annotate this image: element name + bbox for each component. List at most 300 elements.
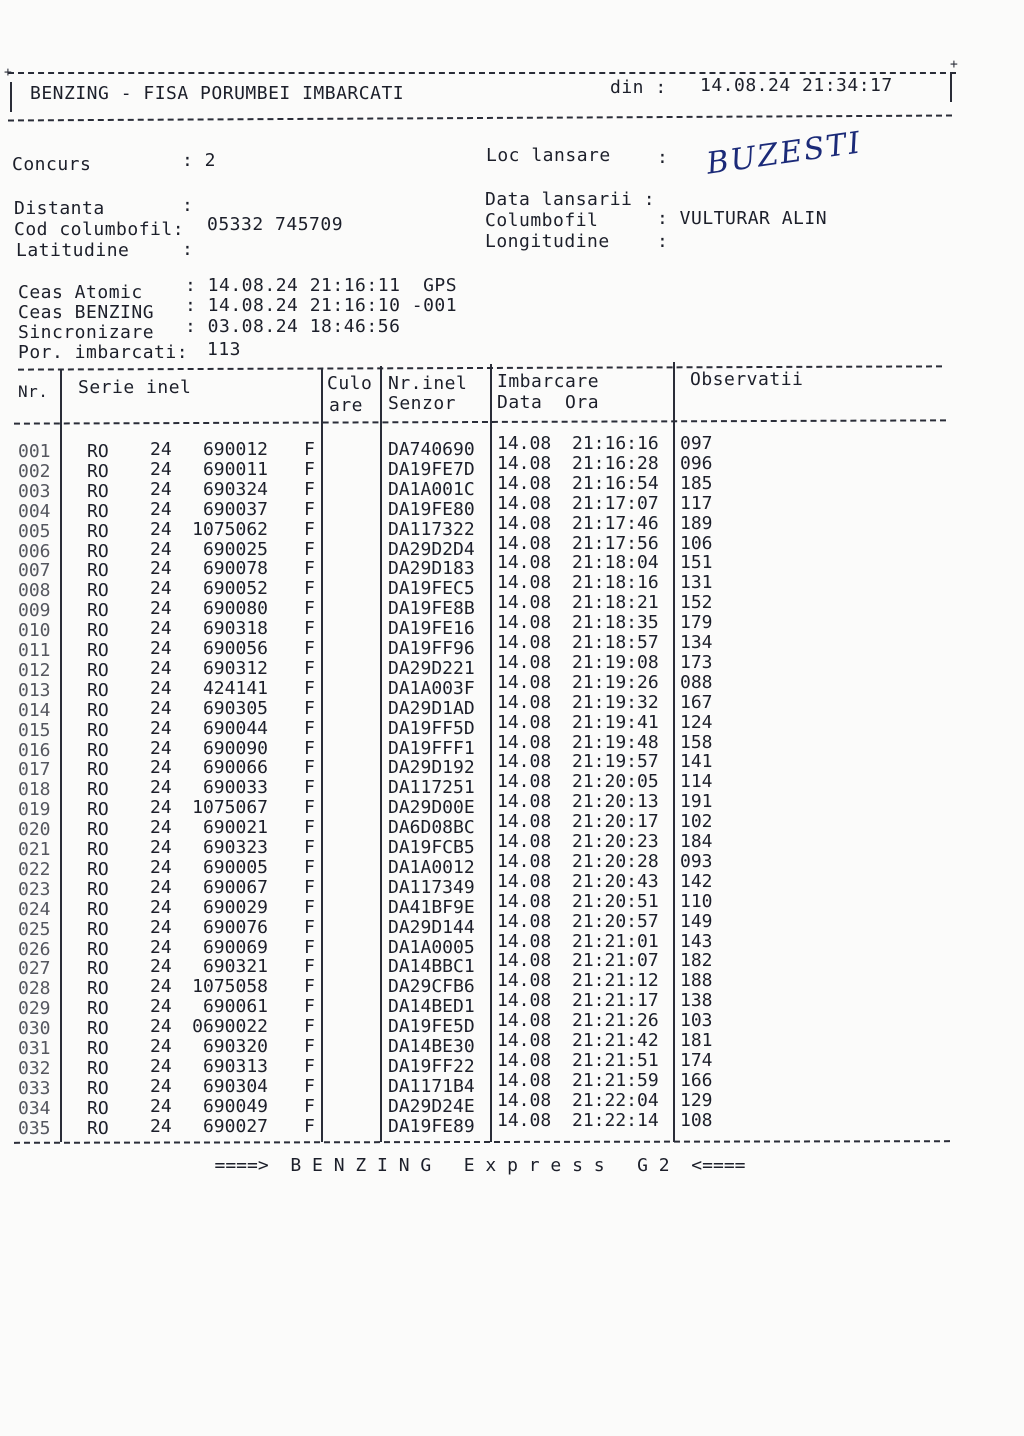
- cell-sex: F: [304, 518, 315, 540]
- cell-inel: 690078: [202, 558, 268, 580]
- cell-ora: 21:22:04: [572, 1089, 659, 1111]
- cell-ora: 21:18:16: [572, 572, 659, 594]
- din-datetime: 14.08.24 21:34:17: [700, 75, 893, 96]
- cell-nr: 017: [18, 759, 51, 781]
- cell-observatii: 138: [680, 990, 713, 1012]
- cell-senzor: DA29D183: [388, 558, 475, 580]
- cell-sex: F: [304, 717, 315, 739]
- cell-an: 24: [150, 518, 172, 540]
- cell-tara: RO: [87, 1117, 109, 1139]
- distanta-colon: :: [182, 195, 194, 216]
- cell-sex: F: [304, 916, 315, 938]
- cell-an: 24: [150, 498, 172, 520]
- cell-sex: F: [304, 1115, 315, 1137]
- cell-senzor: DA19FF22: [388, 1055, 475, 1077]
- cell-senzor: DA29D144: [388, 916, 475, 938]
- cell-senzor: DA19FCB5: [388, 837, 475, 858]
- header-nr-inel: Nr.inel: [388, 373, 468, 394]
- cell-ora: 21:18:21: [572, 592, 659, 614]
- cell-nr: 034: [18, 1097, 51, 1119]
- longitudine-colon: :: [657, 231, 669, 252]
- cell-an: 24: [150, 538, 172, 560]
- cell-data: 14.08: [497, 791, 552, 813]
- cell-observatii: 093: [680, 850, 713, 872]
- cell-data: 14.08: [497, 492, 552, 514]
- col-divider-imbarcare: [673, 362, 675, 1142]
- cell-tara: RO: [87, 779, 109, 801]
- cell-senzor: DA1171B4: [388, 1075, 475, 1097]
- cell-an: 24: [150, 856, 172, 878]
- cell-inel: 690033: [202, 777, 268, 799]
- cell-tara: RO: [87, 918, 109, 940]
- cell-nr: 032: [18, 1057, 51, 1079]
- header-culoare-1: Culo: [327, 373, 373, 394]
- columbofil-label: Columbofil: [485, 210, 599, 231]
- cell-sex: F: [304, 996, 315, 1018]
- header-bottom-border: [8, 115, 952, 122]
- cell-senzor: DA14BED1: [388, 996, 475, 1018]
- cell-senzor: DA19FE16: [388, 618, 475, 640]
- longitudine-label: Longitudine: [485, 231, 610, 252]
- cell-observatii: 182: [680, 950, 713, 972]
- cell-data: 14.08: [497, 572, 552, 594]
- cell-an: 24: [150, 976, 172, 998]
- cell-sex: F: [304, 956, 315, 978]
- cell-senzor: DA19FF5D: [388, 717, 475, 739]
- cell-inel: 690061: [202, 996, 268, 1018]
- cell-nr: 009: [18, 600, 51, 622]
- cell-inel: 690029: [202, 896, 268, 918]
- cell-senzor: DA117251: [388, 777, 475, 799]
- cell-sex: F: [304, 817, 315, 839]
- ceas-atomic-value: : 14.08.24 21:16:11 GPS: [185, 275, 458, 296]
- cell-inel: 690305: [202, 697, 268, 719]
- cell-tara: RO: [87, 441, 109, 462]
- cell-ora: 21:17:46: [572, 512, 659, 534]
- cell-inel: 690066: [202, 757, 268, 779]
- cell-ora: 21:21:07: [572, 950, 659, 972]
- cell-nr: 020: [18, 819, 51, 841]
- cell-nr: 014: [18, 699, 51, 721]
- cell-sex: F: [304, 598, 315, 620]
- cell-an: 24: [150, 677, 172, 699]
- cell-observatii: 179: [680, 612, 713, 634]
- cell-tara: RO: [87, 1018, 109, 1040]
- cell-inel: 690052: [202, 578, 268, 600]
- cell-an: 24: [150, 817, 172, 839]
- cell-nr: 018: [18, 779, 51, 801]
- cell-inel: 690011: [202, 458, 268, 480]
- cell-senzor: DA29D1AD: [388, 697, 475, 719]
- cell-an: 24: [150, 837, 172, 858]
- cell-data: 14.08: [497, 930, 552, 952]
- cell-ora: 21:21:51: [572, 1049, 659, 1071]
- cell-data: 14.08: [497, 1109, 552, 1131]
- cell-nr: 002: [18, 460, 51, 482]
- cell-sex: F: [304, 498, 315, 520]
- header-corner: +: [950, 57, 958, 72]
- cell-ora: 21:19:41: [572, 711, 659, 733]
- cell-sex: F: [304, 558, 315, 580]
- concurs-label: Concurs: [12, 154, 92, 175]
- cell-ora: 21:21:17: [572, 990, 659, 1012]
- cell-inel: 690321: [202, 956, 268, 978]
- cell-data: 14.08: [497, 532, 552, 554]
- cell-senzor: DA6D08BC: [388, 817, 475, 839]
- cell-tara: RO: [87, 659, 109, 681]
- cell-tara: RO: [87, 839, 109, 860]
- cell-ora: 21:19:08: [572, 651, 659, 673]
- cell-an: 24: [150, 458, 172, 480]
- cell-observatii: 166: [680, 1069, 713, 1091]
- cell-sex: F: [304, 856, 315, 878]
- cell-senzor: DA19FFF1: [388, 737, 475, 759]
- cell-data: 14.08: [497, 552, 552, 574]
- cell-data: 14.08: [497, 771, 552, 793]
- cell-nr: 022: [18, 858, 51, 880]
- cell-observatii: 131: [680, 572, 713, 594]
- cell-ora: 21:19:48: [572, 731, 659, 753]
- cell-sex: F: [304, 896, 315, 918]
- cell-senzor: DA29D192: [388, 757, 475, 779]
- cell-data: 14.08: [497, 711, 552, 733]
- cell-ora: 21:21:26: [572, 1010, 659, 1032]
- cell-inel: 690090: [202, 737, 268, 759]
- cell-sex: F: [304, 638, 315, 659]
- cell-ora: 21:18:04: [572, 552, 659, 574]
- cell-ora: 21:20:51: [572, 890, 659, 912]
- cell-tara: RO: [87, 679, 109, 701]
- cell-ora: 21:21:59: [572, 1069, 659, 1091]
- cell-data: 14.08: [497, 472, 552, 494]
- loc-lansare-colon: :: [657, 147, 669, 168]
- cell-senzor: DA14BE30: [388, 1036, 475, 1057]
- cell-data: 14.08: [497, 890, 552, 912]
- cod-columbofil-value: 05332 745709: [207, 214, 344, 235]
- data-lansarii-label: Data lansarii :: [485, 189, 656, 210]
- cell-senzor: DA19FEC5: [388, 578, 475, 600]
- cell-inel: 690304: [202, 1075, 268, 1097]
- table-top-border: [18, 365, 942, 370]
- header-corner: +: [4, 65, 12, 80]
- cell-tara: RO: [87, 480, 109, 502]
- concurs-value: : 2: [182, 150, 217, 171]
- cell-senzor: DA19FE80: [388, 498, 475, 520]
- cell-observatii: 134: [680, 632, 713, 653]
- cell-sex: F: [304, 657, 315, 679]
- cell-inel: 1075058: [192, 976, 268, 998]
- cell-observatii: 117: [680, 492, 713, 514]
- cell-nr: 021: [18, 839, 51, 860]
- cell-an: 24: [150, 1115, 172, 1137]
- cell-inel: 690313: [202, 1055, 268, 1077]
- cell-an: 24: [150, 797, 172, 819]
- columbofil-value: : VULTURAR ALIN: [657, 208, 828, 229]
- col-divider-culoare: [380, 366, 382, 1142]
- loc-lansare-handwritten: BUZESTI: [704, 125, 865, 182]
- cell-sex: F: [304, 1036, 315, 1057]
- cell-nr: 027: [18, 958, 51, 980]
- cell-ora: 21:21:42: [572, 1030, 659, 1051]
- cell-sex: F: [304, 1075, 315, 1097]
- cell-tara: RO: [87, 858, 109, 880]
- cell-observatii: 141: [680, 751, 713, 773]
- cell-observatii: 158: [680, 731, 713, 753]
- cell-nr: 010: [18, 620, 51, 642]
- cell-sex: F: [304, 976, 315, 998]
- cell-observatii: 102: [680, 811, 713, 833]
- cell-observatii: 181: [680, 1030, 713, 1051]
- cell-data: 14.08: [497, 970, 552, 992]
- cod-columbofil-label: Cod columbofil:: [14, 219, 185, 240]
- cell-tara: RO: [87, 560, 109, 582]
- cell-inel: 690037: [202, 498, 268, 520]
- cell-sex: F: [304, 697, 315, 719]
- sincronizare-label: Sincronizare: [18, 322, 155, 343]
- cell-inel: 690005: [202, 856, 268, 878]
- cell-an: 24: [150, 717, 172, 739]
- cell-senzor: DA19FF96: [388, 638, 475, 659]
- cell-observatii: 088: [680, 671, 713, 693]
- cell-nr: 023: [18, 878, 51, 900]
- cell-an: 24: [150, 1036, 172, 1057]
- cell-an: 24: [150, 956, 172, 978]
- cell-inel: 690323: [202, 837, 268, 858]
- cell-ora: 21:19:26: [572, 671, 659, 693]
- cell-data: 14.08: [497, 1030, 552, 1051]
- cell-inel: 690076: [202, 916, 268, 938]
- cell-inel: 1075062: [192, 518, 268, 540]
- cell-senzor: DA740690: [388, 439, 475, 460]
- cell-senzor: DA19FE89: [388, 1115, 475, 1137]
- cell-sex: F: [304, 936, 315, 958]
- cell-tara: RO: [87, 878, 109, 900]
- cell-ora: 21:20:28: [572, 850, 659, 872]
- cell-an: 24: [150, 1016, 172, 1038]
- cell-ora: 21:21:01: [572, 930, 659, 952]
- cell-nr: 025: [18, 918, 51, 940]
- cell-observatii: 106: [680, 532, 713, 554]
- cell-nr: 011: [18, 640, 51, 661]
- din-label: din :: [610, 77, 667, 98]
- cell-an: 24: [150, 1075, 172, 1097]
- cell-nr: 028: [18, 978, 51, 1000]
- cell-inel: 690067: [202, 876, 268, 898]
- cell-nr: 019: [18, 799, 51, 821]
- por-imbarcati-label: Por. imbarcati:: [18, 342, 189, 363]
- cell-tara: RO: [87, 998, 109, 1020]
- cell-data: 14.08: [497, 433, 552, 454]
- cell-senzor: DA19FE8B: [388, 598, 475, 620]
- cell-ora: 21:19:32: [572, 691, 659, 713]
- loc-lansare-label: Loc lansare: [486, 145, 611, 166]
- cell-sex: F: [304, 757, 315, 779]
- cell-senzor: DA1A003F: [388, 677, 475, 699]
- cell-sex: F: [304, 797, 315, 819]
- cell-observatii: 173: [680, 651, 713, 673]
- cell-ora: 21:18:35: [572, 612, 659, 634]
- cell-tara: RO: [87, 1057, 109, 1079]
- cell-tara: RO: [87, 799, 109, 821]
- cell-ora: 21:22:14: [572, 1109, 659, 1131]
- cell-ora: 21:20:13: [572, 791, 659, 813]
- cell-data: 14.08: [497, 731, 552, 753]
- cell-an: 24: [150, 558, 172, 580]
- cell-an: 24: [150, 757, 172, 779]
- header-data-ora: Data Ora: [497, 392, 600, 413]
- cell-sex: F: [304, 1095, 315, 1117]
- cell-senzor: DA29D00E: [388, 797, 475, 819]
- cell-ora: 21:17:07: [572, 492, 659, 514]
- cell-an: 24: [150, 996, 172, 1018]
- cell-inel: 690069: [202, 936, 268, 958]
- cell-data: 14.08: [497, 1049, 552, 1071]
- cell-observatii: 151: [680, 552, 713, 574]
- cell-tara: RO: [87, 938, 109, 960]
- cell-nr: 015: [18, 719, 51, 741]
- cell-nr: 029: [18, 998, 51, 1020]
- document-title: BENZING - FISA PORUMBEI IMBARCATI: [30, 83, 405, 104]
- cell-nr: 007: [18, 560, 51, 582]
- sincronizare-value: : 03.08.24 18:46:56: [185, 316, 401, 337]
- cell-an: 24: [150, 876, 172, 898]
- cell-sex: F: [304, 1055, 315, 1077]
- header-nr: Nr.: [18, 382, 49, 401]
- cell-ora: 21:20:05: [572, 771, 659, 793]
- cell-sex: F: [304, 538, 315, 560]
- cell-data: 14.08: [497, 1010, 552, 1032]
- cell-nr: 004: [18, 500, 51, 522]
- cell-an: 24: [150, 598, 172, 620]
- cell-observatii: 152: [680, 592, 713, 614]
- cell-tara: RO: [87, 640, 109, 661]
- cell-senzor: DA117349: [388, 876, 475, 898]
- cell-senzor: DA29D24E: [388, 1095, 475, 1117]
- cell-an: 24: [150, 618, 172, 640]
- cell-observatii: 124: [680, 711, 713, 733]
- cell-observatii: 110: [680, 890, 713, 912]
- cell-tara: RO: [87, 540, 109, 562]
- latitudine-colon: :: [182, 239, 194, 260]
- cell-data: 14.08: [497, 671, 552, 693]
- cell-observatii: 108: [680, 1109, 713, 1131]
- cell-nr: 006: [18, 540, 51, 562]
- cell-inel: 1075067: [192, 797, 268, 819]
- cell-nr: 001: [18, 441, 51, 462]
- cell-data: 14.08: [497, 612, 552, 634]
- cell-senzor: DA1A0005: [388, 936, 475, 958]
- cell-data: 14.08: [497, 512, 552, 534]
- cell-inel: 0690022: [192, 1016, 268, 1038]
- cell-data: 14.08: [497, 850, 552, 872]
- ceas-benzing-label: Ceas BENZING: [18, 302, 155, 323]
- header-senzor: Senzor: [388, 393, 457, 414]
- cell-observatii: 103: [680, 1010, 713, 1032]
- cell-data: 14.08: [497, 751, 552, 773]
- cell-senzor: DA19FE5D: [388, 1016, 475, 1038]
- header-culoare-2: are: [329, 395, 364, 416]
- cell-inel: 690056: [202, 638, 268, 659]
- cell-tara: RO: [87, 460, 109, 482]
- cell-sex: F: [304, 777, 315, 799]
- cell-tara: RO: [87, 520, 109, 542]
- ceas-atomic-label: Ceas Atomic: [18, 282, 143, 303]
- cell-an: 24: [150, 936, 172, 958]
- cell-sex: F: [304, 578, 315, 600]
- cell-nr: 031: [18, 1038, 51, 1059]
- cell-tara: RO: [87, 958, 109, 980]
- cell-inel: 690027: [202, 1115, 268, 1137]
- cell-inel: 690025: [202, 538, 268, 560]
- header-top-border: [8, 72, 956, 74]
- cell-observatii: 188: [680, 970, 713, 992]
- cell-inel: 690049: [202, 1095, 268, 1117]
- cell-ora: 21:20:43: [572, 870, 659, 892]
- cell-tara: RO: [87, 1038, 109, 1059]
- cell-data: 14.08: [497, 452, 552, 474]
- cell-observatii: 114: [680, 771, 713, 793]
- cell-observatii: 184: [680, 831, 713, 852]
- cell-an: 24: [150, 737, 172, 759]
- cell-inel: 690312: [202, 657, 268, 679]
- cell-an: 24: [150, 1095, 172, 1117]
- cell-inel: 690021: [202, 817, 268, 839]
- cell-inel: 690012: [202, 439, 268, 460]
- cell-nr: 035: [18, 1117, 51, 1139]
- cell-observatii: 174: [680, 1049, 713, 1071]
- cell-observatii: 129: [680, 1089, 713, 1111]
- header-imbarcare: Imbarcare: [497, 371, 600, 392]
- cell-data: 14.08: [497, 632, 552, 653]
- cell-inel: 424141: [202, 677, 268, 699]
- cell-observatii: 185: [680, 472, 713, 494]
- cell-nr: 024: [18, 898, 51, 920]
- cell-inel: 690080: [202, 598, 268, 620]
- cell-sex: F: [304, 478, 315, 500]
- cell-tara: RO: [87, 500, 109, 522]
- cell-observatii: 167: [680, 691, 713, 713]
- cell-ora: 21:21:12: [572, 970, 659, 992]
- cell-observatii: 097: [680, 433, 713, 454]
- cell-sex: F: [304, 439, 315, 460]
- cell-inel: 690320: [202, 1036, 268, 1057]
- cell-nr: 026: [18, 938, 51, 960]
- cell-nr: 008: [18, 580, 51, 602]
- cell-tara: RO: [87, 580, 109, 602]
- cell-nr: 005: [18, 520, 51, 542]
- cell-an: 24: [150, 478, 172, 500]
- cell-an: 24: [150, 657, 172, 679]
- col-divider-serie: [321, 368, 323, 1142]
- col-divider-senzor: [490, 364, 492, 1142]
- cell-ora: 21:20:57: [572, 910, 659, 932]
- cell-senzor: DA41BF9E: [388, 896, 475, 918]
- cell-data: 14.08: [497, 990, 552, 1012]
- cell-tara: RO: [87, 759, 109, 781]
- cell-data: 14.08: [497, 1089, 552, 1111]
- cell-tara: RO: [87, 1077, 109, 1099]
- cell-ora: 21:16:16: [572, 433, 659, 454]
- cell-data: 14.08: [497, 1069, 552, 1091]
- header-serie-inel: Serie inel: [78, 377, 192, 398]
- table-bottom-border: [14, 1140, 950, 1144]
- cell-senzor: DA29D221: [388, 657, 475, 679]
- cell-senzor: DA1A001C: [388, 478, 475, 500]
- cell-data: 14.08: [497, 811, 552, 833]
- cell-tara: RO: [87, 819, 109, 841]
- header-left-border: [10, 82, 12, 112]
- cell-inel: 690044: [202, 717, 268, 739]
